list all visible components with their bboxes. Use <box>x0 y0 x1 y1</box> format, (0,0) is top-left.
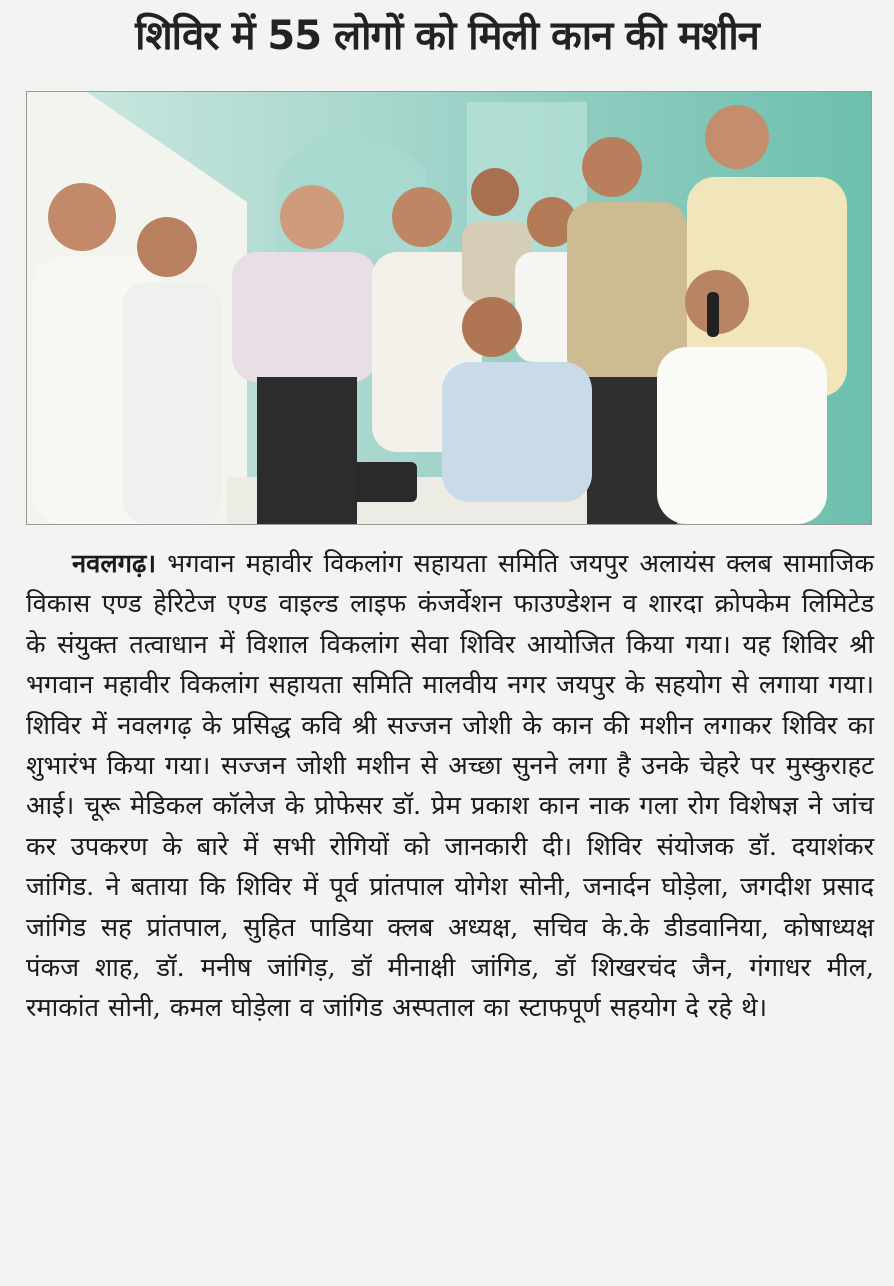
photo-hearing-camp-icon <box>27 92 871 524</box>
article-body <box>26 544 874 1029</box>
article-text: भगवान महावीर विकलांग सहायता समिति जयपुर अलायंस क्लब सामाजिक विकास एण्ड हेरिटेज एण्ड वाइल्ड लाइफ कंजर्वेशन फाउण्डेशन व शारदा क्रोपकेम लिमिटेड के संयुक्त तत्वाधान में विशाल विकलांग सेवा शिविर आयोजित किया गया। यह शिविर श्री भगवान महावीर विकलांग सहायता समिति मालवीय नगर जयपुर के सहयोग से लगाया गया। शिविर में नवलगढ़ के प्रसिद्ध कवि श्री सज्जन जोशी के कान की मशीन लगाकर शिविर का शुभारंभ किया गया। सज्जन जोशी मशीन से अच्छा सुनने लगा है उनके चेहरे पर मुस्कुराहट आई। चूरू मेडिकल कॉलेज के प्रोफेसर डॉ. प्रेम प्रकाश कान नाक गला रोग विशेषज्ञ ने जांच कर उपकरण के बारे में सभी रोगियों को जानकारी दी। शिविर संयोजक डॉ. दयाशंकर जांगिड. ने बताया कि शिविर में पूर्व प्रांतपाल योगेश सोनी, जनार्दन घोड़ेला, जगदीश प्रसाद जांगिड सह प्रांतपाल, सुहित पाडिया क्लब अध्यक्ष, सचिव के.के डीडवानिया, कोषाध्यक्ष पंकज शाह, डॉ. मनीष जांगिड़, डॉ मीनाक्षी जांगिड, डॉ शिखरचंद जैन, गंगाधर मील, रमाकांत सोनी, कमल घोड़ेला व जांगिड अस्पताल का स्टाफपूर्ण सहयोग दे रहे थे। <box>26 549 874 1024</box>
headline: शिविर में 55 लोगों को मिली कान की मशीन <box>135 13 759 59</box>
article-paragraph <box>26 544 874 1029</box>
dateline: नवलगढ़। <box>72 549 156 579</box>
news-photo <box>26 91 872 525</box>
